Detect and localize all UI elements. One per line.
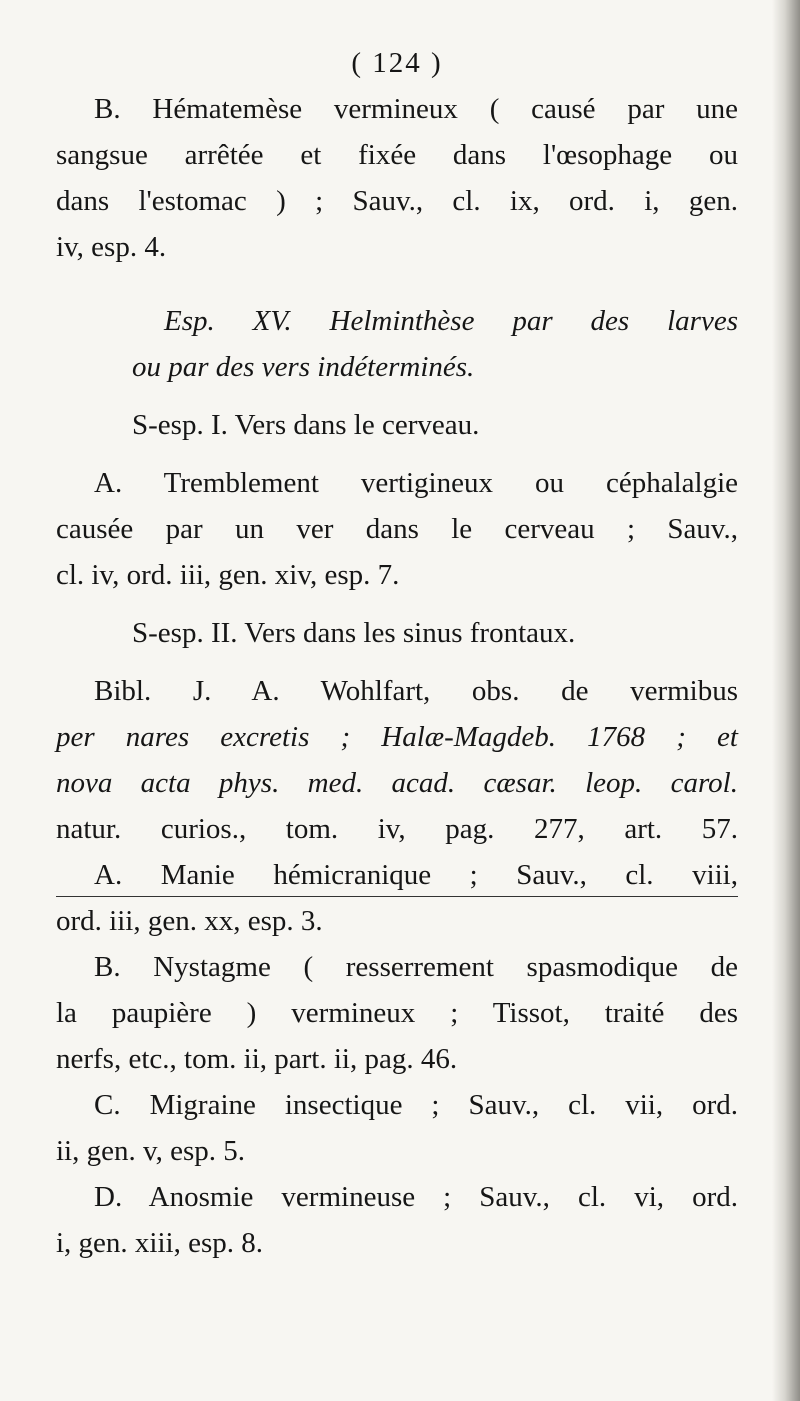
text-line: C. Migraine insectique ; Sauv., cl. vii, ord.: [94, 1089, 738, 1121]
subspecies-heading: S-esp. I. Vers dans le cerveau.: [132, 409, 480, 441]
species-heading: Esp. XV. Helminthèse par des larves: [164, 305, 738, 337]
text-line: dans l'estomac ) ; Sauv., cl. ix, ord. i, gen.: [56, 185, 738, 217]
text-line: la paupière ) vermineux ; Tissot, traité des: [56, 997, 738, 1029]
spacer: [56, 390, 738, 402]
species-heading-cont: ou par des vers indéterminés.: [132, 351, 475, 383]
spacer: [56, 656, 738, 668]
text-line: iv, esp. 4.: [56, 231, 167, 263]
text-line: cl. iv, ord. iii, gen. xiv, esp. 7.: [56, 559, 400, 591]
text-line: B. Nystagme ( resserrement spasmodique de: [94, 951, 738, 983]
text-line: A. Manie hémicranique ; Sauv., cl. viii,: [94, 859, 738, 891]
spacer: [56, 598, 738, 610]
page-number: ( 124 ): [351, 47, 443, 79]
text-line: ord. iii, gen. xx, esp. 3.: [56, 905, 323, 937]
bibliography-line: natur. curios., tom. iv, pag. 277, art. 57.: [56, 813, 738, 845]
bibliography-line: Bibl. J. A. Wohlfart, obs. de vermibus: [94, 675, 738, 707]
text-line: D. Anosmie vermineuse ; Sauv., cl. vi, ord.: [94, 1181, 738, 1213]
bibliography-line: per nares excretis ; Halæ-Magdeb. 1768 ; et: [56, 721, 738, 753]
text-line: sangsue arrêtée et fixée dans l'œsophage ou: [56, 139, 738, 171]
text-line: i, gen. xiii, esp. 8.: [56, 1227, 264, 1259]
spacer: [56, 448, 738, 460]
text-line: nerfs, etc., tom. ii, part. ii, pag. 46.: [56, 1043, 458, 1075]
text-line: A. Tremblement vertigineux ou céphalalgie: [94, 467, 738, 499]
text-line: B. Hématemèse vermineux ( causé par une: [94, 93, 738, 125]
spacer: [56, 270, 738, 298]
bibliography-line: nova acta phys. med. acad. cæsar. leop. carol.: [56, 767, 738, 799]
page-edge-shadow: [772, 0, 800, 1401]
page-text: [56, 40, 738, 1266]
text-line: causée par un ver dans le cerveau ; Sauv.,: [56, 513, 738, 545]
subspecies-heading: S-esp. II. Vers dans les sinus frontaux.: [132, 617, 576, 649]
text-line: ii, gen. v, esp. 5.: [56, 1135, 246, 1167]
